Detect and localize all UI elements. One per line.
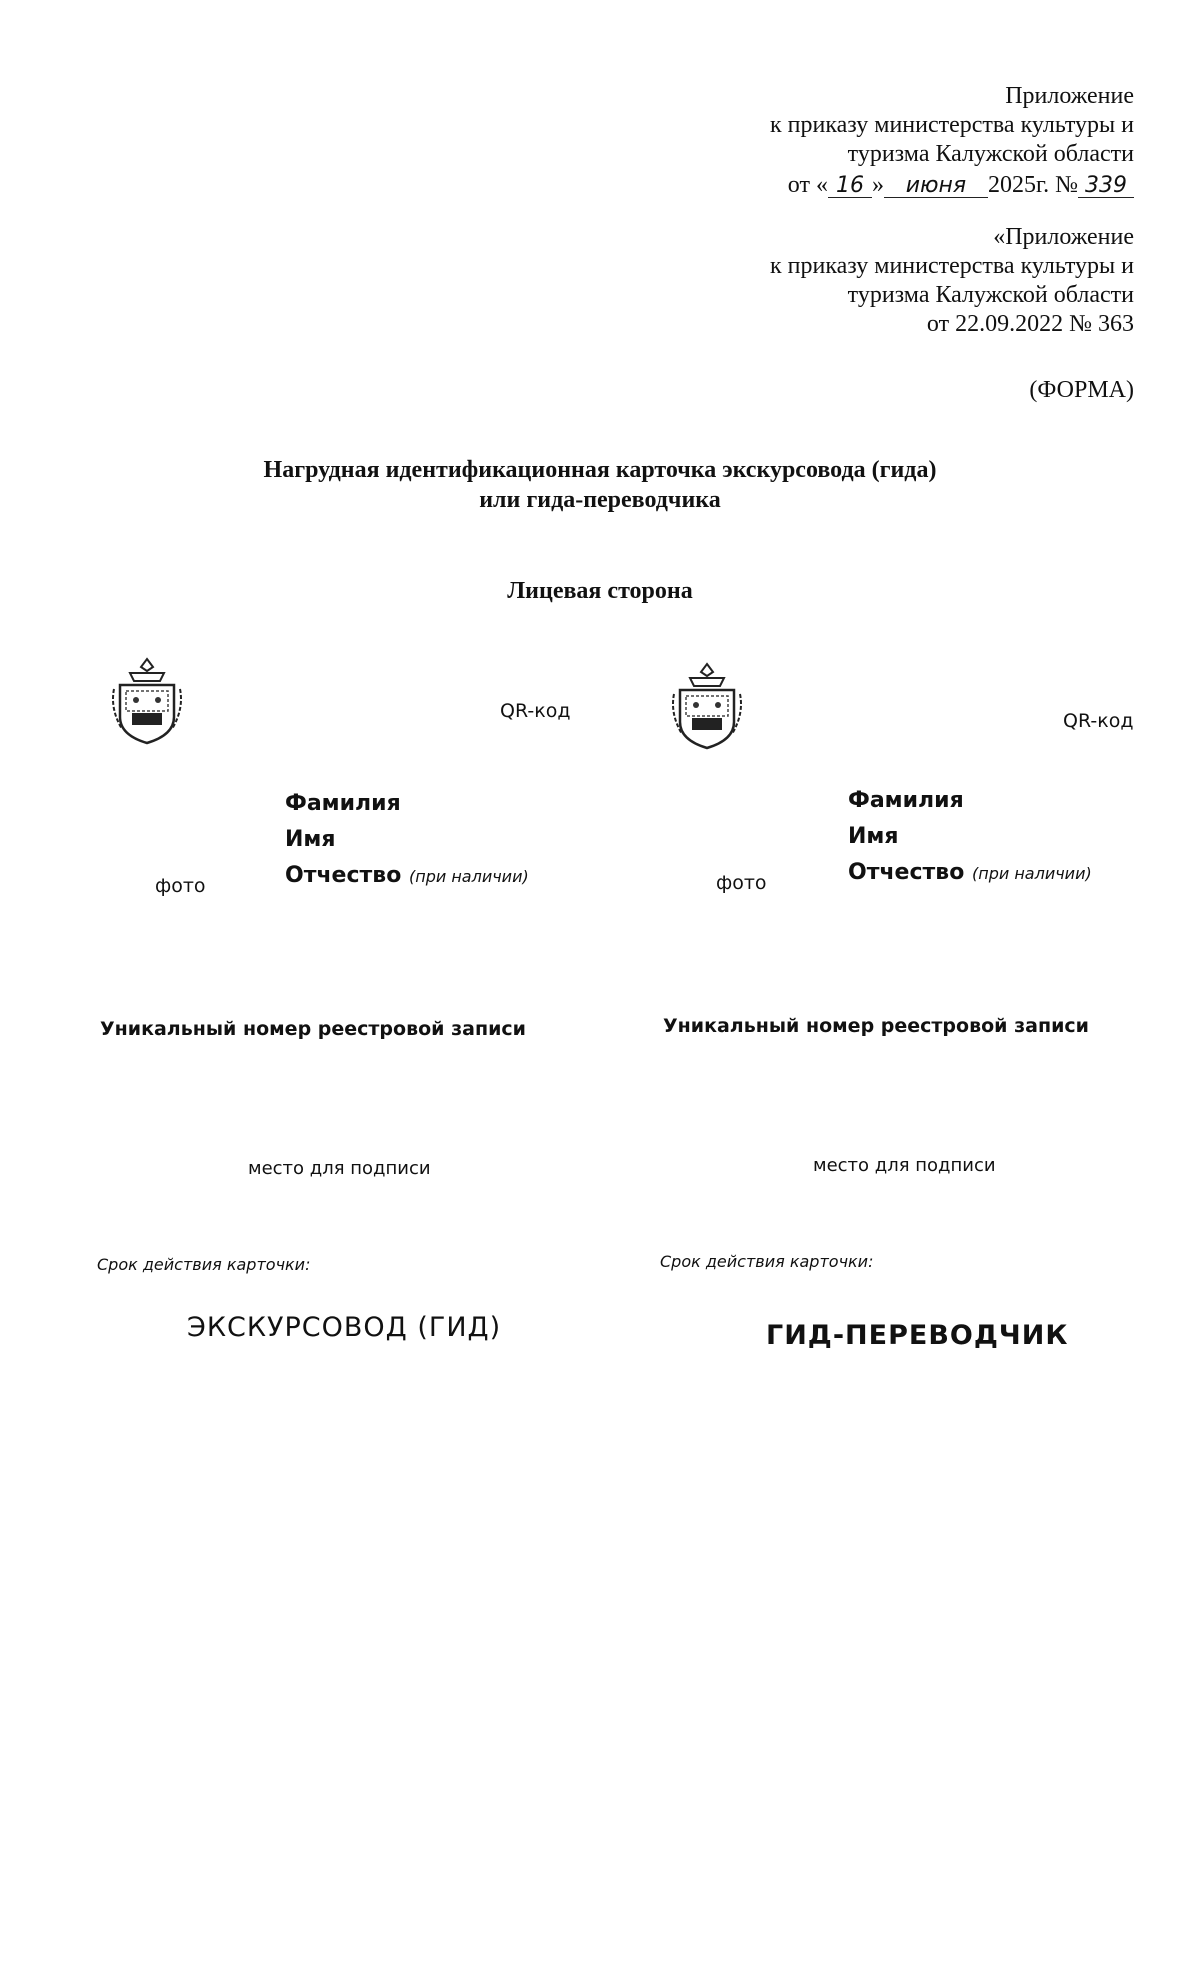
expiry-label: Срок действия карточки: — [97, 1255, 311, 1274]
appendix-header — [770, 82, 1134, 200]
registry-number-label: Уникальный номер реестровой записи — [663, 1015, 1089, 1037]
prev-appendix-line: туризма Калужской области — [847, 282, 1134, 308]
handwritten-month: июня — [884, 175, 988, 198]
patronymic-note: (при наличии) — [408, 867, 529, 886]
prev-appendix-line: к приказу министерства культуры и — [769, 253, 1134, 279]
coat-of-arms-icon — [668, 660, 746, 757]
title-line: или гида-переводчика — [479, 487, 721, 513]
patronymic-label: Отчество — [285, 863, 402, 888]
patronymic-note: (при наличии) — [971, 864, 1092, 883]
handwritten-day: 16 — [828, 175, 872, 198]
date-prefix: от « — [787, 172, 828, 198]
previous-appendix-header — [770, 223, 1134, 339]
form-label: (ФОРМА) — [1029, 377, 1134, 403]
signature-placeholder: место для подписи — [813, 1155, 996, 1176]
appendix-line: Приложение — [1005, 83, 1134, 109]
appendix-line: к приказу министерства культуры и — [769, 112, 1134, 138]
title-line: Нагрудная идентификационная карточка экскурсовода (гида) — [263, 457, 937, 483]
patronymic-label: Отчество — [848, 860, 965, 885]
photo-placeholder: фото — [155, 875, 206, 897]
holder-name-block — [285, 786, 529, 895]
appendix-line: туризма Калужской области — [847, 141, 1134, 167]
handwritten-number: 339 — [1078, 175, 1134, 198]
registry-number-label: Уникальный номер реестровой записи — [100, 1018, 526, 1040]
patronymic-row — [848, 855, 1092, 892]
qr-code-placeholder: QR-код — [500, 700, 571, 722]
surname-label: Фамилия — [848, 788, 964, 813]
qr-code-placeholder: QR-код — [1063, 710, 1134, 732]
surname-label: Фамилия — [285, 791, 401, 816]
card-role: ГИД-ПЕРЕВОДЧИК — [766, 1320, 1069, 1351]
prev-appendix-line: «Приложение — [993, 224, 1134, 250]
photo-placeholder: фото — [716, 872, 767, 894]
date-year: 2025г. № — [987, 172, 1078, 198]
order-date-line — [770, 171, 1134, 200]
document-title — [0, 455, 1200, 515]
card-role: ЭКСКУРСОВОД (ГИД) — [187, 1312, 502, 1343]
first-name-label: Имя — [848, 824, 899, 849]
date-mid: » — [871, 172, 884, 198]
first-name-label: Имя — [285, 827, 336, 852]
expiry-label: Срок действия карточки: — [660, 1252, 874, 1271]
prev-appendix-line: от 22.09.2022 № 363 — [926, 311, 1134, 337]
coat-of-arms-icon — [108, 655, 186, 752]
signature-placeholder: место для подписи — [248, 1158, 431, 1179]
patronymic-row — [285, 858, 529, 895]
document-subtitle: Лицевая сторона — [507, 578, 693, 604]
holder-name-block — [848, 783, 1092, 892]
